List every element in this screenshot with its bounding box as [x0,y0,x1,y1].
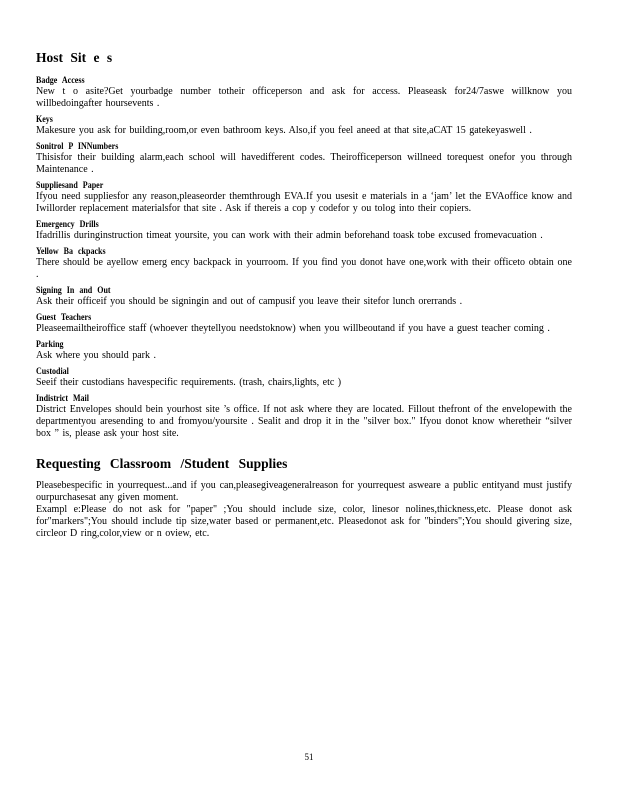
document-page [36,50,572,540]
section-title: Custodial [36,366,69,377]
section-body: New t o asite?Get yourbadge number totheir officeperson and ask for access. Pleaseask for24/7aswe willknow you willbedoingafter hoursevents . [36,86,572,109]
closing-paragraph: Pleasebespecific in yourrequest...and if you can,pleasegiveageneralreason for yourrequest asweare a public entityand must justify ourpurchasesat any given moment. [36,480,572,503]
section-body: Pleaseemailtheiroffice staff (whoever theytellyou needstoknow) when you willbeoutand if you have a guest teacher coming . [36,323,550,334]
section-sonitrol [36,140,572,176]
section-guest-teachers [36,311,572,335]
section-title: Guest Teachers [36,312,92,323]
section-supplies-paper [36,179,572,215]
section-title: Sonitrol P INNumbers [36,141,119,152]
section-title: Parking [36,339,64,350]
section-signing-in-out [36,284,572,308]
page-number: 51 [304,752,314,762]
section-title: Indistrict Mail [36,393,89,404]
section-indistrict-mail [36,392,572,440]
section-body: Ask their officeif you should be signingin and out of campusif you leave their sitefor lunch orerrands . [36,296,463,307]
section-title: Signing In and Out [36,285,111,296]
requesting-supplies-heading: Requesting Classroom /Student Supplies [36,456,288,471]
section-body: Seeif their custodians havespecific requirements. (trash, chairs,lights, etc ) [36,377,342,388]
section-title: Keys [36,114,53,125]
section-body: There should be ayellow emerg ency backpack in yourroom. If you find you donot have one,work with their officeto obtain one . [36,257,572,280]
host-sites-heading: Host Sit e s [36,50,113,65]
section-yellow-backpacks [36,245,572,281]
section-parking [36,338,572,362]
section-title: Emergency Drills [36,219,99,230]
section-badge-access [36,74,572,110]
section-title: Suppliesand Paper [36,180,104,191]
section-keys [36,113,572,137]
section-body: Makesure you ask for building,room,or even bathroom keys. Also,if you feel aneed at that site,aCAT 15 gatekeyaswell . [36,125,532,136]
section-title: Badge Access [36,75,85,86]
section-body: Ifyou need suppliesfor any reason,pleaseorder themthrough EVA.If you usesit e materials in a ‘jam’ let the EVAoffice know and Iwillorder replacement materialsfor that site . Ask if thereis a cop y codefor y ou tolog into their copiers. [36,191,572,214]
section-body: District Envelopes should bein yourhost site ’s office. If not ask where they are located. Fillout thefront of the envelopewith the departmentyou aresending to and fromyou/yoursite . Sealit and drop it in the "silver box." Ifyou donot know wheretheir “silver box ” is, please ask your host site. [36,404,572,439]
section-emergency-drills [36,218,572,242]
section-body: Ifadrillis duringinstruction timeat yoursite, you can work with their admin beforehand toask tobe excused fromevacuation . [36,230,543,241]
section-body: Ask where you should park . [36,350,156,361]
section-custodial [36,365,572,389]
closing-example-paragraph: Exampl e:Please do not ask for "paper" ;You should include size, color, linesor nolines,thickness,etc. Please donot ask for"markers";You should include tip size,water based or permanent,etc. Pleasedonot ask for "binders";You should givering size, circleor D ring,color,view or n oview, etc. [36,504,572,539]
section-body: Thisisfor their building alarm,each school will havedifferent codes. Theirofficeperson willneed torequest onefor you through Maintenance . [36,152,572,175]
section-title: Yellow Ba ckpacks [36,246,106,257]
